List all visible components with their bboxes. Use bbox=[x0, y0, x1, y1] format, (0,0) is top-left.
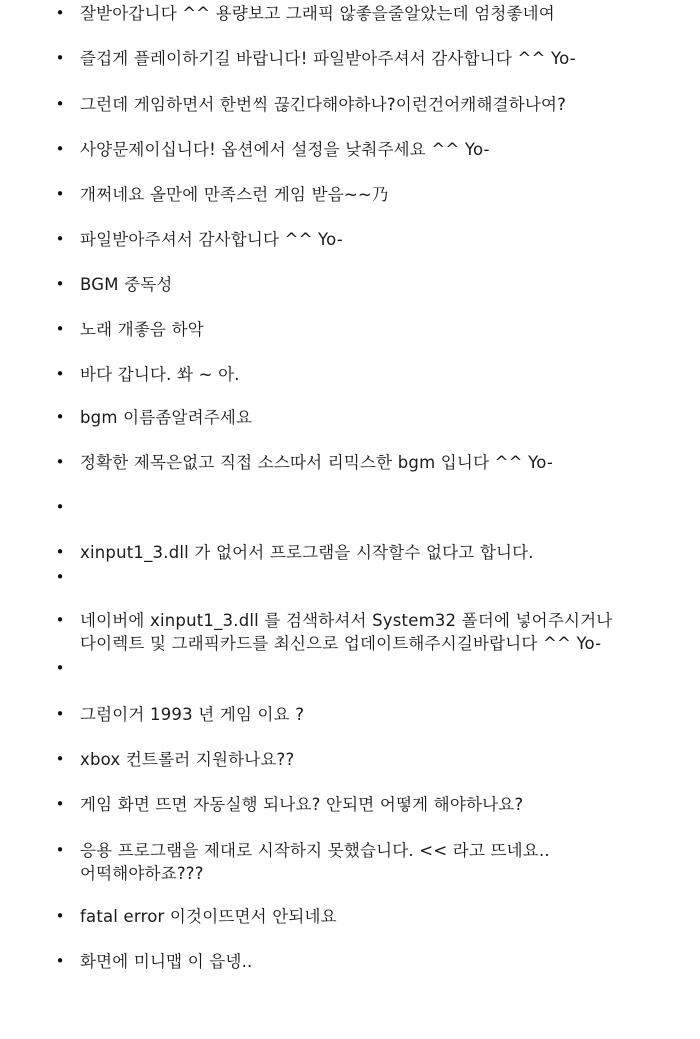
bullet-icon: • bbox=[55, 659, 65, 677]
comment-text bbox=[80, 703, 698, 726]
comment-text-line: 게임 화면 뜨면 자동실행 되나요? 안되면 어떻게 해야하나요? bbox=[80, 795, 524, 814]
comment-text-line: BGM 중독성 bbox=[80, 275, 173, 294]
bullet-icon: • bbox=[55, 320, 65, 338]
comment-text bbox=[80, 318, 698, 341]
comment-text bbox=[80, 138, 698, 161]
comment-text bbox=[80, 950, 698, 973]
comment-text-line: 화면에 미니맵 이 읍넹.. bbox=[80, 952, 253, 971]
bullet-icon: • bbox=[55, 907, 65, 925]
bullet-icon: • bbox=[55, 453, 65, 471]
comment-text bbox=[80, 793, 698, 816]
comment-text bbox=[80, 228, 698, 251]
bullet-icon: • bbox=[55, 49, 65, 67]
comment-text-line: 즐겁게 플레이하기길 바랍니다! 파일받아주셔서 감사합니다 ^^ Yo- bbox=[80, 49, 576, 68]
comment-text-line: 그런데 게임하면서 한번씩 끊긴다해야하나?이런건어캐해결하나여? bbox=[80, 95, 567, 114]
comment-text-line: xbox 컨트롤러 지원하나요?? bbox=[80, 750, 295, 769]
comment-text-line: 개쩌네요 올만에 만족스런 게임 받음~~乃 bbox=[80, 185, 389, 204]
comment-text-line: 네이버에 xinput1_3.dll 를 검색하셔서 System32 폴더에 넣어주시거나 bbox=[80, 611, 613, 630]
comment-text-line: 정확한 제목은없고 직접 소스따서 리믹스한 bgm 입니다 ^^ Yo- bbox=[80, 453, 553, 472]
comment-text-line: 다이렉트 및 그래픽카드를 최신으로 업데이트해주시길바랍니다 ^^ Yo- bbox=[80, 634, 602, 653]
comment-text bbox=[80, 2, 698, 25]
comment-text bbox=[80, 273, 698, 296]
bullet-icon: • bbox=[55, 230, 65, 248]
comment-text-line bbox=[80, 566, 698, 589]
comment-text bbox=[80, 93, 698, 116]
comment-text bbox=[80, 406, 698, 429]
comment-text bbox=[80, 839, 698, 885]
comment-text-line: fatal error 이것이뜨면서 안되네요 bbox=[80, 907, 337, 926]
comment-text bbox=[80, 541, 698, 564]
comment-text bbox=[80, 609, 698, 655]
bullet-icon: • bbox=[55, 185, 65, 203]
bullet-icon: • bbox=[55, 543, 65, 561]
comment-text-line: 노래 개좋음 하악 bbox=[80, 320, 204, 339]
bullet-icon: • bbox=[55, 750, 65, 768]
comment-text bbox=[80, 905, 698, 928]
bullet-icon: • bbox=[55, 705, 65, 723]
comment-text bbox=[80, 657, 698, 680]
comment-text bbox=[80, 566, 698, 589]
comment-text-line: 파일받아주셔서 감사합니다 ^^ Yo- bbox=[80, 230, 343, 249]
comment-text-line: 사양문제이십니다! 옵션에서 설정을 낮춰주세요 ^^ Yo- bbox=[80, 140, 490, 159]
comment-text-line: 그럼이거 1993 년 게임 이요 ? bbox=[80, 705, 305, 724]
comment-text-line bbox=[80, 657, 698, 680]
comment-text bbox=[80, 183, 698, 206]
bullet-icon: • bbox=[55, 841, 65, 859]
bullet-icon: • bbox=[55, 95, 65, 113]
comment-text bbox=[80, 363, 698, 386]
bullet-icon: • bbox=[55, 408, 65, 426]
bullet-icon: • bbox=[55, 275, 65, 293]
comment-text bbox=[80, 47, 698, 70]
comment-text-line: 응용 프로그램을 제대로 시작하지 못했습니다. << 라고 뜨네요.. bbox=[80, 841, 550, 860]
bullet-icon: • bbox=[55, 568, 65, 586]
bullet-icon: • bbox=[55, 611, 65, 629]
comment-text bbox=[80, 748, 698, 771]
comment-text bbox=[80, 451, 698, 474]
comment-text-line bbox=[80, 496, 698, 519]
bullet-icon: • bbox=[55, 952, 65, 970]
bullet-icon: • bbox=[55, 795, 65, 813]
comment-text-line: 잘받아갑니다 ^^ 용량보고 그래픽 않좋을줄알았는데 엄청좋네여 bbox=[80, 4, 555, 23]
comment-text-line: bgm 이름좀알려주세요 bbox=[80, 408, 253, 427]
bullet-icon: • bbox=[55, 4, 65, 22]
comment-text-line: xinput1_3.dll 가 없어서 프로그램을 시작할수 없다고 합니다. bbox=[80, 543, 534, 562]
comment-text-line: 어떡해야하죠??? bbox=[80, 864, 204, 883]
bullet-icon: • bbox=[55, 140, 65, 158]
comment-text bbox=[80, 496, 698, 519]
comment-text-line: 바다 갑니다. 쏴 ~ 아. bbox=[80, 365, 240, 384]
bullet-icon: • bbox=[55, 498, 65, 516]
bullet-icon: • bbox=[55, 365, 65, 383]
